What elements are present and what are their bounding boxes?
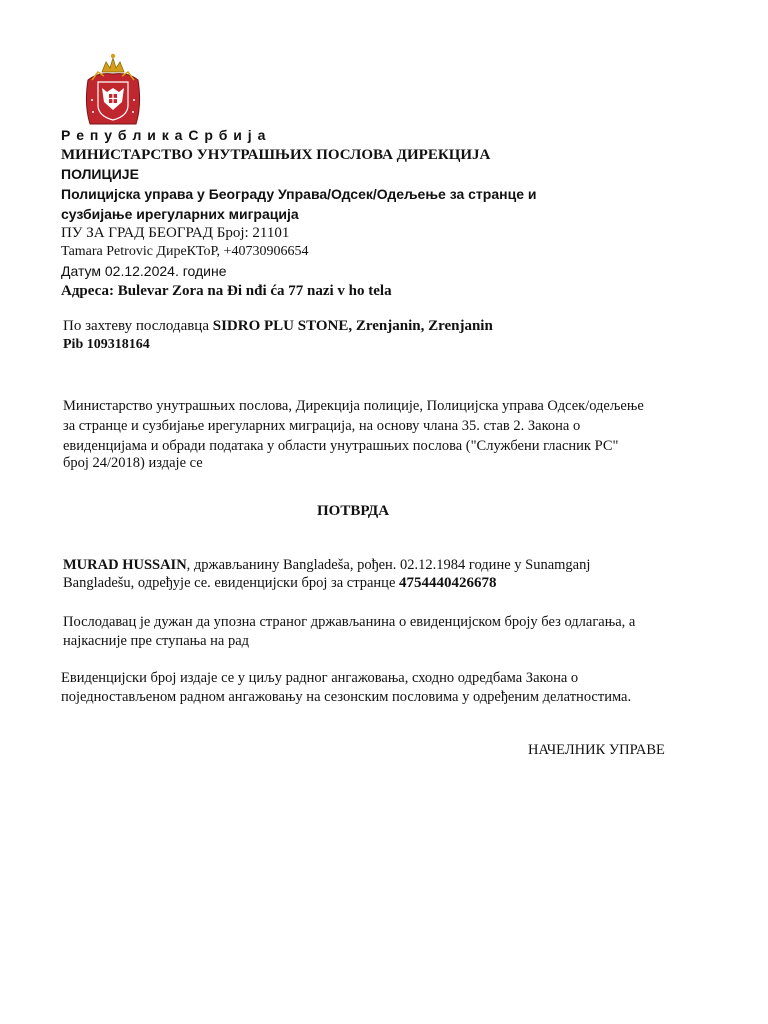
body-line-1-rest: , држављанину Bangladeša, рођен. 02.12.1984 године у Sunamganj [186, 557, 591, 573]
body-line-2 [63, 575, 497, 592]
employer-duty-line-1: Послодавац је дужан да упозна страног држављанина о евиденцијском броју без одлагања, а [63, 614, 636, 630]
contact-line: Tamara Petrovic ДиреКТоР, +40730906654 [61, 244, 309, 259]
police-directorate-line-2: сузбијање ирегуларних миграција [61, 206, 299, 222]
police-directorate-line-1: Полицијска управа у Београду Управа/Одсек/Одељење за странце и [61, 186, 537, 202]
request-prefix: По захтеву послодавца [63, 318, 213, 334]
document-title: ПОТВРДА [317, 503, 390, 519]
request-line [63, 318, 493, 335]
intro-line-3: евиденцијама и обради података у области унутрашњих послова ("Службени гласник РС" [63, 438, 619, 454]
office-number: ПУ ЗА ГРАД БЕОГРАД Број: 21101 [61, 225, 290, 241]
intro-line-4: број 24/2018) издаје се [63, 455, 203, 471]
document-date: Датум 02.12.2024. године [61, 263, 227, 279]
employer-name: SIDRO PLU STONE, Zrenjanin, Zrenjanin [212, 318, 493, 334]
intro-line-2: за странце и сузбијање ирегуларних миграција, на основу члана 35. став 2. Закона о [63, 418, 581, 434]
ministry-line-2: ПОЛИЦИЈЕ [61, 166, 139, 182]
body-line-2-text: Bangladešu, одређује се. евиденцијски број за странце [63, 575, 399, 591]
foreigner-name: MURAD HUSSAIN [63, 557, 187, 573]
body-line-1 [63, 557, 590, 574]
serbian-coat-of-arms-icon [80, 50, 146, 130]
ministry-line-1: МИНИСТАРСТВО УНУТРАШЊИХ ПОСЛОВА ДИРЕКЦИЈА [61, 147, 491, 163]
address-line: Адреса: Bulevar Zora na Đi nđi ća 77 nazi v ho tela [61, 283, 392, 299]
employer-pib: Pib 109318164 [63, 337, 150, 352]
purpose-line-2: поједностављеном радном ангажовању на сезонским пословима у одређеним делатностима. [61, 689, 632, 705]
signature-title: НАЧЕЛНИК УПРАВЕ [528, 742, 665, 758]
employer-duty-line-2: најкасније пре ступања на рад [63, 633, 250, 649]
country-name: Р е п у б л и к а С р б и ј а [61, 127, 267, 143]
registry-number: 4754440426678 [399, 575, 497, 591]
intro-line-1: Министарство унутрашњих послова, Дирекција полиције, Полицијска управа Одсек/одељење [63, 398, 644, 414]
purpose-line-1: Евиденцијски број издаје се у циљу радног ангажовања, сходно одредбама Закона о [61, 670, 579, 686]
